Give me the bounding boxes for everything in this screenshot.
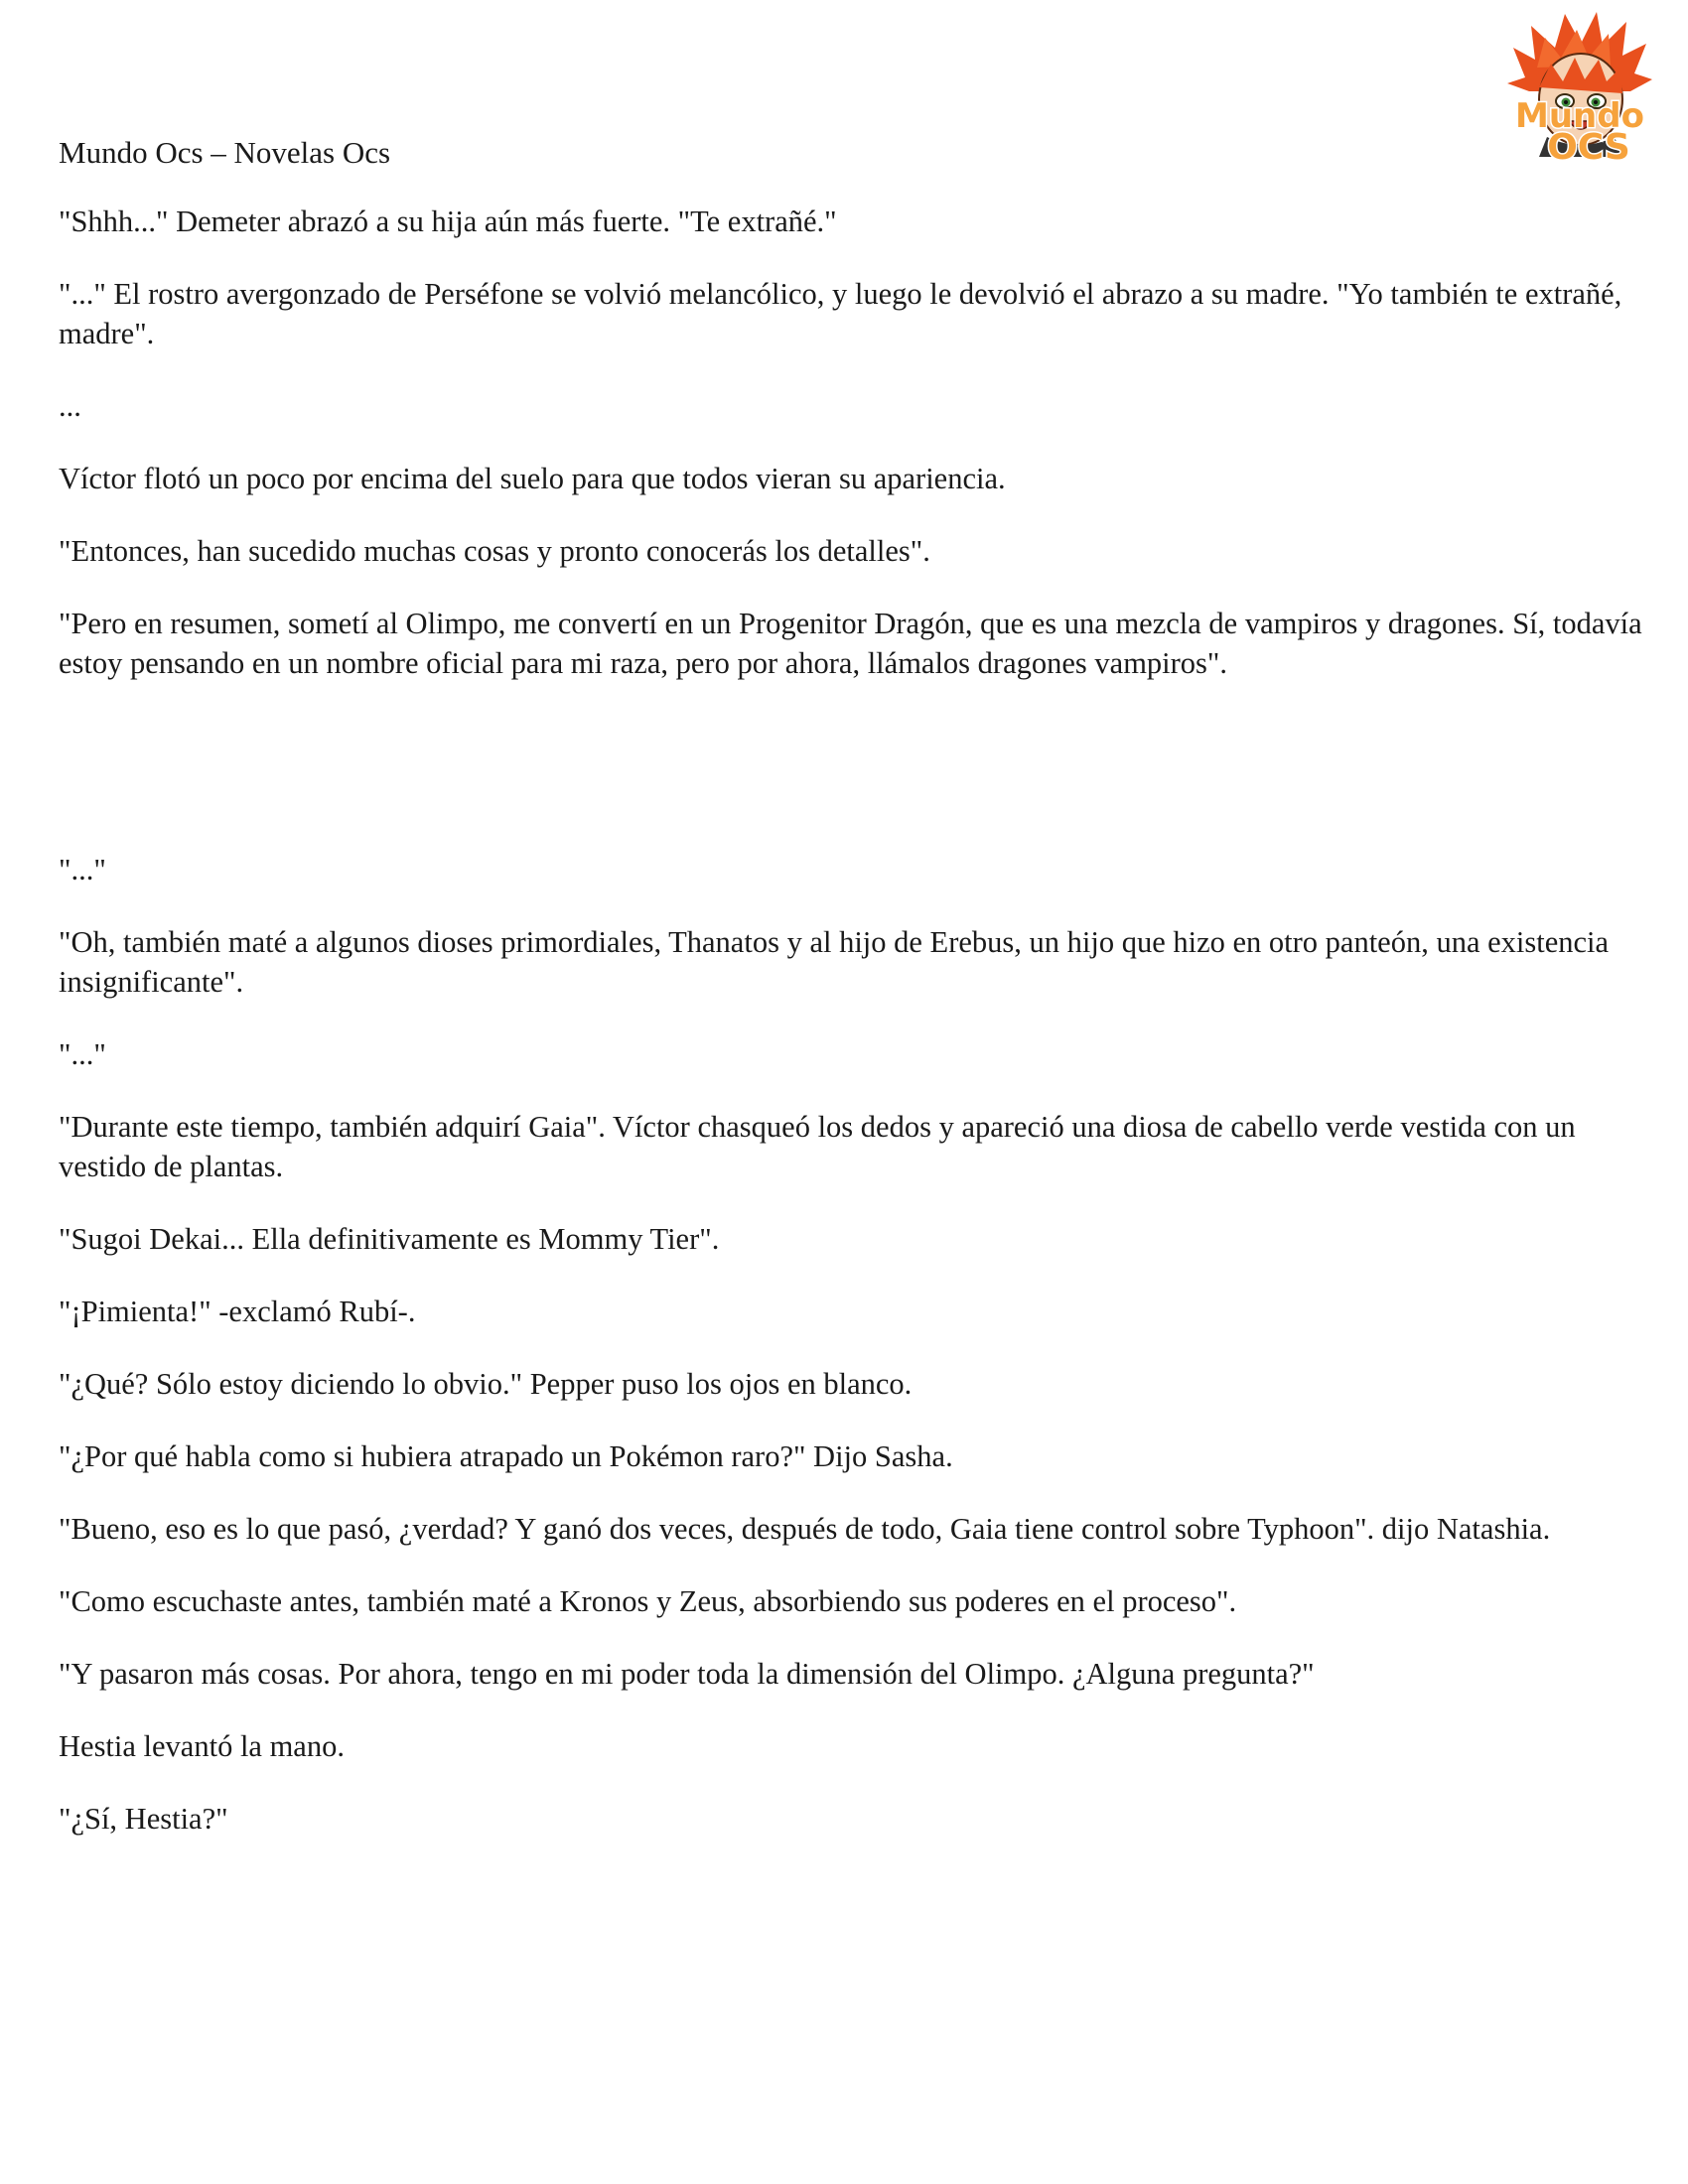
paragraph: "¿Qué? Sólo estoy diciendo lo obvio." Pepper puso los ojos en blanco.: [59, 1367, 913, 1401]
paragraph: "Sugoi Dekai... Ella definitivamente es Mommy Tier".: [59, 1222, 720, 1256]
paragraph: "Y pasaron más cosas. Por ahora, tengo en mi poder toda la dimensión del Olimpo. ¿Alguna pregunta?": [59, 1657, 1315, 1691]
paragraph: "¡Pimienta!" -exclamó Rubí-.: [59, 1295, 416, 1328]
paragraph: "Entonces, han sucedido muchas cosas y pronto conocerás los detalles".: [59, 534, 930, 568]
logo-text-ocs: OCS: [1547, 127, 1630, 168]
page-header-title: Mundo Ocs – Novelas Ocs: [59, 135, 391, 170]
paragraph: Hestia levantó la mano.: [59, 1729, 345, 1763]
paragraph: "Como escuchaste antes, también maté a Kronos y Zeus, absorbiendo sus poderes en el proceso".: [59, 1584, 1237, 1618]
mundo-ocs-logo: [1485, 8, 1674, 185]
logo-text-mundo: Mundo: [1515, 96, 1644, 136]
paragraph: "Oh, también maté a algunos dioses primordiales, Thanatos y al hijo de Erebus, un hijo que hizo en otro panteón, una existencia insignificante".: [59, 925, 1610, 999]
document-body: [59, 202, 1647, 1871]
paragraph: ...: [59, 389, 81, 423]
paragraph: "...": [59, 853, 106, 887]
paragraph: "Pero en resumen, sometí al Olimpo, me convertí en un Progenitor Dragón, que es una mezcla de vampiros y dragones. Sí, todavía estoy pensando en un nombre oficial para mi raza, pero por ahora, llámalos dragones vampiros".: [59, 607, 1642, 680]
paragraph: "..." El rostro avergonzado de Perséfone se volvió melancólico, y luego le devolvió el abrazo a su madre. "Yo también te extrañé, madre".: [59, 277, 1622, 350]
paragraph: "Shhh..." Demeter abrazó a su hija aún más fuerte. "Te extrañé.": [59, 205, 837, 238]
paragraph: "¿Sí, Hestia?": [59, 1802, 228, 1836]
paragraph: "...": [59, 1037, 106, 1071]
paragraph: "Durante este tiempo, también adquirí Gaia". Víctor chasqueó los dedos y apareció una diosa de cabello verde vestida con un vestido de plantas.: [59, 1110, 1576, 1183]
paragraph: "¿Por qué habla como si hubiera atrapado un Pokémon raro?" Dijo Sasha.: [59, 1439, 953, 1473]
paragraph: Víctor flotó un poco por encima del suelo para que todos vieran su apariencia.: [59, 462, 1006, 495]
paragraph: "Bueno, eso es lo que pasó, ¿verdad? Y ganó dos veces, después de todo, Gaia tiene control sobre Typhoon". dijo Natashia.: [59, 1512, 1551, 1546]
